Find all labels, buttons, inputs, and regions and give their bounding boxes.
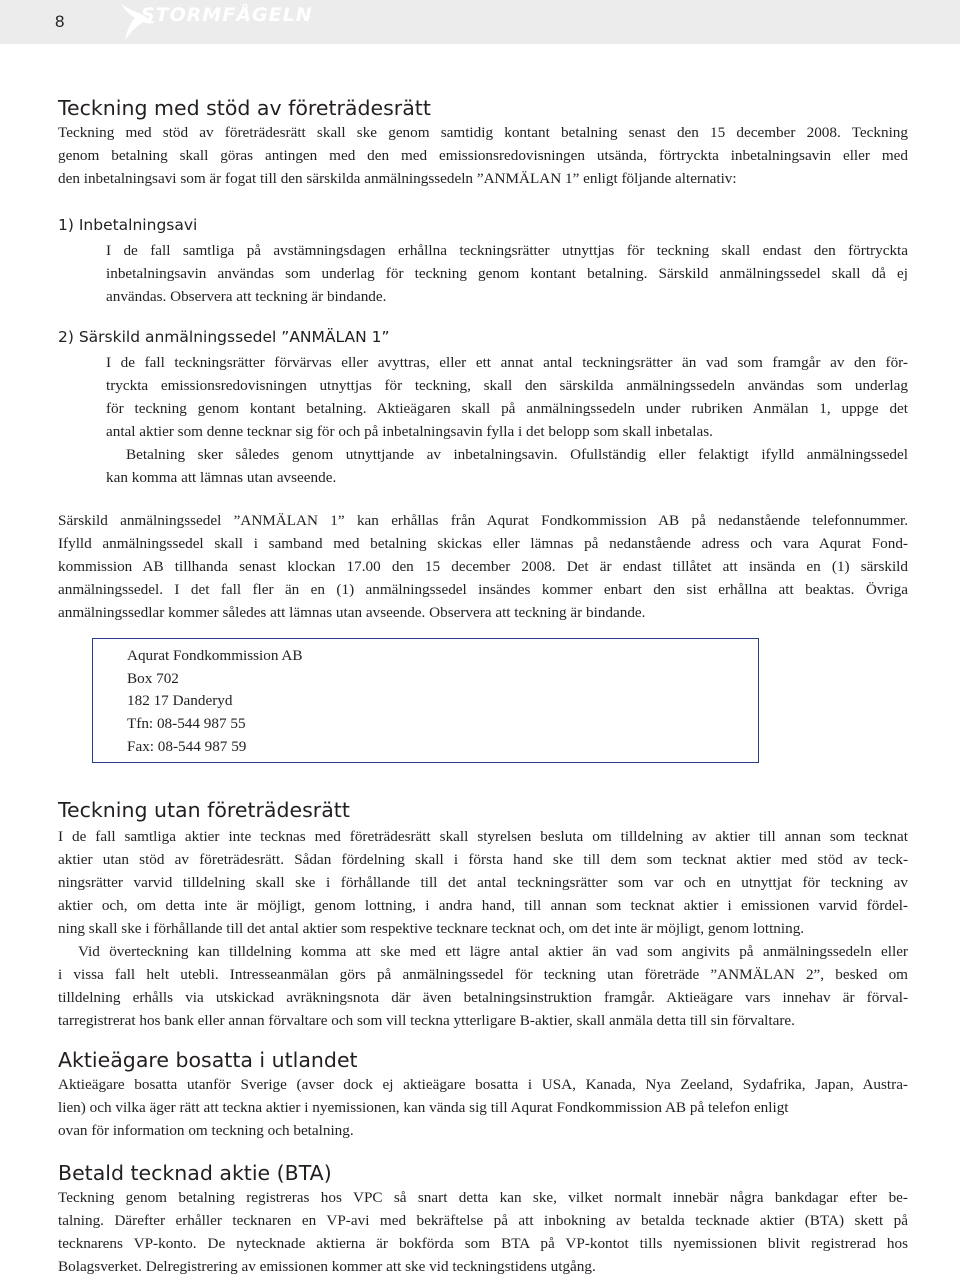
text-line: Särskild anmälningssedel ”ANMÄLAN 1” kan erhållas från Aqurat Fondkommission AB på nedanstående telefonnummer.	[58, 512, 908, 529]
brand-logo-text: STORMFÅGELN	[141, 4, 313, 26]
alternative-2-title: 2) Särskild anmälningssedel ”ANMÄLAN 1”	[58, 328, 390, 346]
text-line: tarregistrerat hos bank eller annan förvaltare och som vill teckna ytterligare B-aktier, skall anmäla detta till sin förvaltare.	[58, 1012, 795, 1029]
text-line: Aktieägare bosatta utanför Sverige (avser dock ej aktieägare bosatta i USA, Kanada, Nya Zeeland, Sydafrika, Japan, Austra-	[58, 1076, 908, 1093]
section-title-aktieagare-utlandet: Aktieägare bosatta i utlandet	[58, 1048, 358, 1072]
text-line: i vissa fall helt utebli. Intresseanmälan görs på anmälningssedel för teckning utan företräde ”ANMÄLAN 2”, besked om	[58, 966, 908, 983]
section-3-paragraph	[58, 1073, 908, 1142]
text-line: I de fall teckningsrätter förvärvas eller avyttras, eller ett annat antal teckningsrätter än vad som framgår av den för-	[106, 354, 908, 371]
alternative-2-paragraph	[106, 351, 908, 489]
text-line: den inbetalningsavi som är fogat till den särskilda anmälningssedeln ”ANMÄLAN 1” enligt följande alternativ:	[58, 170, 737, 187]
text-line: I de fall samtliga på avstämningsdagen erhållna teckningsrätter utnyttjas för teckning skall endast den förtryckta	[106, 242, 908, 259]
text-line: inbetalningsavin användas som underlag för teckning genom kontant betalning. Särskild anmälningssedel skall då ej	[106, 265, 908, 282]
text-line: ning skall ske i förhållande till det antal aktier som respektive tecknare tecknat och, om det inte är möjligt, genom lottning.	[58, 920, 805, 937]
section-title-teckning-med-foretradesratt: Teckning med stöd av företrädesrätt	[58, 96, 431, 120]
text-line: Vid överteckning kan tilldelning komma att ske med ett lägre antal aktier än vad som angivits på anmälningssedeln eller	[78, 943, 908, 960]
address-block	[127, 645, 303, 759]
text-line: anmälningssedlar kommer således att lämnas utan avseende. Observera att teckning är bindande.	[58, 604, 646, 621]
text-line: ningsrätter varvid tilldelning skall ske i förhållande till det antal teckningsrätter som var och en utnyttjat för teckning av	[58, 874, 908, 891]
alternative-1-paragraph	[106, 239, 908, 308]
text-line: genom betalning skall göras antingen med den med emissionsredovisningen utsända, förtryckta inbetalningsavin eller med	[58, 147, 908, 164]
text-line: tilldelning erhålls via utskickad avräkningsnota där även betalningsinstruktion framgår. Aktieägare vars innehav är förval-	[58, 989, 908, 1006]
form-paragraph	[58, 509, 908, 624]
text-line: kan komma att lämnas utan avseende.	[106, 469, 337, 486]
text-line: användas. Observera att teckning är bindande.	[106, 288, 387, 305]
address-company: Aqurat Fondkommission AB	[127, 647, 303, 664]
text-line: talning. Därefter erhåller tecknaren en VP-avi med bekräftelse på att inbokning av betalda tecknade aktier (BTA) skett på	[58, 1212, 908, 1229]
page-number: 8	[55, 12, 65, 31]
address-box-number: Box 702	[127, 669, 179, 687]
text-line: aktier utan stöd av företrädesrätt. Sådan fördelning skall i första hand ske till dem som tecknat aktier med stöd av teck-	[58, 851, 908, 868]
address-phone: Tfn: 08-544 987 55	[127, 715, 246, 733]
text-line: I de fall samtliga aktier inte tecknas med företrädesrätt skall styrelsen besluta om tilldelning av aktier till annan som tecknat	[58, 828, 908, 845]
page-header	[0, 0, 960, 44]
text-line: Teckning med stöd av företrädesrätt skall ske genom samtidig kontant betalning senast den 15 december 2008. Teckning	[58, 124, 908, 141]
section-2-paragraph	[58, 825, 908, 1032]
alternative-1-title: 1) Inbetalningsavi	[58, 216, 198, 234]
text-line: Bolagsverket. Delregistrering av emissionen kommer att ske vid teckningstidens utgång.	[58, 1258, 596, 1275]
text-line: tecknarens VP-konto. De nytecknade aktierna är bokförda som BTA på VP-kontot tills nyemissionen blivit registrerad hos	[58, 1235, 908, 1252]
text-line: lien) och vilka äger rätt att teckna aktier i nyemissionen, kan vända sig till Aqurat Fondkommission AB på telefon enligt	[58, 1099, 789, 1116]
text-line: Teckning genom betalning registreras hos VPC så snart detta kan ske, vilket normalt innebär några bankdagar efter be-	[58, 1189, 908, 1206]
section-title-teckning-utan-foretradesratt: Teckning utan företrädesrätt	[58, 798, 350, 822]
text-line: Ifylld anmälningssedel skall i samband med betalning skickas eller lämnas på nedanstående adress och vara Aqurat Fond-	[58, 535, 908, 552]
text-line: kommission AB tillhanda senast klockan 17.00 den 15 december 2008. Det är endast tillåtet att insända en (1) särskild	[58, 558, 908, 575]
text-line: aktier och, om detta inte är möjligt, genom lottning, i andra hand, till annan som tecknat aktier i emissionen varvid fördel-	[58, 897, 908, 914]
intro-paragraph	[58, 121, 908, 190]
address-fax: Fax: 08-544 987 59	[127, 737, 247, 755]
text-line: tryckta emissionsredovisningen utnyttjas för teckning, skall den särskilda anmälningssedeln användas som underlag	[106, 377, 908, 394]
text-line: för teckning genom kontant betalning. Aktieägaren skall på anmälningssedeln under rubriken Anmälan 1, uppge det	[106, 400, 908, 417]
text-line: Betalning sker således genom utnyttjande av inbetalningsavin. Ofullständig eller felaktigt ifylld anmälningssedel	[126, 446, 908, 463]
section-4-paragraph	[58, 1186, 908, 1278]
text-line: ovan för information om teckning och betalning.	[58, 1122, 354, 1139]
text-line: anmälningssedel. I det fall fler än en (1) anmälningssedel insändes kommer enbart den sist erhållna att beaktas. Övriga	[58, 581, 908, 598]
address-postal: 182 17 Danderyd	[127, 692, 233, 710]
text-line: antal aktier som denne tecknar sig för och på inbetalningsavin fylla i det belopp som skall inbetalas.	[106, 423, 713, 440]
section-title-betald-tecknad-aktie: Betald tecknad aktie (BTA)	[58, 1161, 332, 1185]
